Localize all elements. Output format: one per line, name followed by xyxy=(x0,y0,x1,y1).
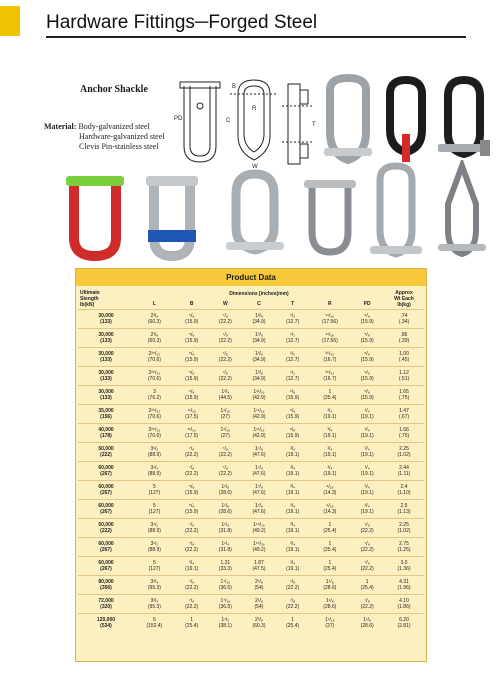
table-cell: ⁵/₈ (15.9) xyxy=(350,367,384,386)
table-cell: ⁷/₈ (22.2) xyxy=(208,329,242,348)
diagram-label-t: T xyxy=(312,122,316,128)
table-cell: 2.4 (1.10) xyxy=(384,481,424,500)
table-cell: ¹/₂ (12.7) xyxy=(276,348,310,367)
table-cell: 3³/₄ (95.3) xyxy=(134,576,175,595)
table-cell: 1⁷/₈ (47.6) xyxy=(242,462,276,481)
table-title: Product Data xyxy=(76,269,426,286)
strength-header: Ultimate Stength lb(kN) xyxy=(80,290,100,308)
table-cell: 1¹¹/₁₆ (42.9) xyxy=(242,424,276,443)
table-cell: 1¹⁵/₁₆ (49.2) xyxy=(242,519,276,538)
title-bar xyxy=(0,0,500,44)
weight-header: Approx Wt Each lb(kg) xyxy=(394,290,414,308)
table-cell: 60,000 (267) xyxy=(78,462,134,481)
table-cell: 1³/₈ (34.9) xyxy=(242,310,276,329)
table-cell: 1 (25.4) xyxy=(175,614,209,633)
table-cell: 1 (25.4) xyxy=(276,614,310,633)
table-cell: ⁵/₈ (15.9) xyxy=(175,481,209,500)
table-cell: 1¹¹/₁₆ (42.9) xyxy=(242,386,276,405)
table-row xyxy=(78,481,424,500)
column-header: T xyxy=(291,300,295,307)
table-cell: 1¹/₈ (28.6) xyxy=(350,614,384,633)
table-row xyxy=(78,519,424,538)
table-row xyxy=(78,443,424,462)
table-cell: 1¹/₄ (31.8) xyxy=(208,538,242,557)
table-cell: 2¹/₈ (54) xyxy=(242,576,276,595)
table-cell: 3.0 (1.36) xyxy=(384,557,424,576)
table-cell: ⁵/₈ (15.9) xyxy=(350,386,384,405)
table-cell: ⁷/₈ (22.2) xyxy=(175,576,209,595)
shackle-diagram xyxy=(170,76,320,170)
table-cell: 60,000 (267) xyxy=(78,557,134,576)
table-row xyxy=(78,595,424,614)
table-cell: ⁵/₈ (15.9) xyxy=(276,386,310,405)
table-cell: 40,000 (178) xyxy=(78,424,134,443)
table-cell: 5 (127) xyxy=(134,481,175,500)
table-cell: 3¹/₂ (88.9) xyxy=(134,538,175,557)
table-cell: ⁷/₈ (22.2) xyxy=(208,310,242,329)
table-cell: ³/₄ (19.1) xyxy=(276,538,310,557)
table-cell: 2.25 (1.02) xyxy=(384,519,424,538)
table-cell: 2²⁵/₃₂ (70.6) xyxy=(134,405,175,424)
shackle-photo-3 xyxy=(436,74,492,166)
table-cell: 1¹/₄ (31.8) xyxy=(208,519,242,538)
table-cell: ³/₄ (19.1) xyxy=(276,481,310,500)
table-cell: ¹/₂ (12.7) xyxy=(276,329,310,348)
table-cell: ³/₄ (19.1) xyxy=(276,519,310,538)
shackle-photo-9 xyxy=(432,160,492,264)
table-row xyxy=(78,576,424,595)
table-cell: 1¹/₁₆ (27) xyxy=(208,405,242,424)
table-cell: 3³/₄ (95.3) xyxy=(134,595,175,614)
table-cell: ³/₄ (19.1) xyxy=(276,557,310,576)
table-cell: .74 (.34) xyxy=(384,310,424,329)
table-cell: 1³/₄ (44.5) xyxy=(208,386,242,405)
table-row xyxy=(78,367,424,386)
table-cell: ³/₄ (19.1) xyxy=(350,500,384,519)
table-cell: ⁵/₈ (15.9) xyxy=(350,310,384,329)
column-header: B xyxy=(189,300,194,307)
table-cell: ³/₄ (19.1) xyxy=(175,557,209,576)
table-cell: 1.00 (.45) xyxy=(384,348,424,367)
table-cell: ³/₄ (19.1) xyxy=(309,424,350,443)
diagram-label-w: W xyxy=(252,164,258,170)
table-cell: ²¹/₃₂ (16.7) xyxy=(309,367,350,386)
table-cell: 1¹/₁₆ (27) xyxy=(309,614,350,633)
table-cell: ⁵/₈ (15.9) xyxy=(350,329,384,348)
table-cell: 30,000 (133) xyxy=(78,367,134,386)
table-cell: ⁷/₈ (22.2) xyxy=(175,595,209,614)
table-cell: 4.31 (1.96) xyxy=(384,576,424,595)
column-header: PD xyxy=(363,300,371,307)
table-cell: ⁵/₈ (15.9) xyxy=(350,348,384,367)
diagram-label-r: R xyxy=(252,106,257,112)
table-cell: 1³/₈ (34.9) xyxy=(242,329,276,348)
table-cell: 2.5 (1.13) xyxy=(384,500,424,519)
table-cell: ⁷/₈ (22.2) xyxy=(276,576,310,595)
table-cell: 3¹/₂ (88.9) xyxy=(134,462,175,481)
table-cell: ³/₄ (19.1) xyxy=(276,462,310,481)
table-cell: 5 (127) xyxy=(134,500,175,519)
column-header: R xyxy=(328,300,332,307)
table-cell: ⁷/₈ (22.2) xyxy=(175,462,209,481)
table-cell: 30,000 (133) xyxy=(78,329,134,348)
shackle-photo-8 xyxy=(366,160,426,264)
table-cell: 1⁷/₁₆ (36.5) xyxy=(208,595,242,614)
material-label: Material: xyxy=(44,122,77,131)
shackle-photo-1 xyxy=(320,74,376,166)
table-cell: 1¹/₁₆ (27) xyxy=(208,424,242,443)
table-cell: ¹¹/₁₆ (17.5) xyxy=(175,405,209,424)
table-cell: ⁷/₈ (22.2) xyxy=(350,595,384,614)
table-row xyxy=(78,614,424,633)
shackle-photo-6 xyxy=(222,168,288,264)
table-cell: 1⁷/₈ (47.6) xyxy=(242,500,276,519)
table-cell: ⁹/₁₆ (14.3) xyxy=(309,481,350,500)
table-cell: ⁵/₈ (15.9) xyxy=(276,424,310,443)
diagram-label-b: B xyxy=(232,84,237,90)
table-row xyxy=(78,386,424,405)
table-cell: 60,000 (267) xyxy=(78,481,134,500)
material-item: Hardware-galvanized steel xyxy=(79,132,165,141)
table-cell: ⁷/₈ (22.2) xyxy=(208,367,242,386)
table-cell: 1¹⁵/₁₆ (49.2) xyxy=(242,538,276,557)
table-row xyxy=(78,424,424,443)
table-cell: 1.65 (.75) xyxy=(384,386,424,405)
table-cell: ⁷/₈ (22.2) xyxy=(175,538,209,557)
table-cell: 120,000 (534) xyxy=(78,614,134,633)
table-cell: ²¹/₃₂ (16.7) xyxy=(309,348,350,367)
table-cell: ⁵/₈ (15.9) xyxy=(175,310,209,329)
table-cell: ⁹/₁₆ (14.3) xyxy=(309,500,350,519)
table-cell: 1¹¹/₁₆ (42.9) xyxy=(242,405,276,424)
table-cell: ³/₄ (19.1) xyxy=(309,462,350,481)
table-cell: .86 (.39) xyxy=(384,329,424,348)
table-cell: 1 (25.4) xyxy=(309,557,350,576)
table-row xyxy=(78,462,424,481)
table-cell: 1 (25.4) xyxy=(309,386,350,405)
table-cell: 1.31 (33.3) xyxy=(208,557,242,576)
table-row xyxy=(78,348,424,367)
table-cell: 2.75 (1.25) xyxy=(384,538,424,557)
table-cell: 1¹/₈ (28.6) xyxy=(208,500,242,519)
table-row xyxy=(78,557,424,576)
table-cell: 2.44 (1.11) xyxy=(384,462,424,481)
table-cell: 1³/₈ (34.9) xyxy=(242,367,276,386)
table-cell: 1.47 (.67) xyxy=(384,405,424,424)
table-cell: ⁷/₈ (22.2) xyxy=(276,595,310,614)
diagram-label-pd: PD xyxy=(174,116,183,122)
table-cell: ⁷/₈ (22.2) xyxy=(208,443,242,462)
table-cell: 1⁷/₈ (47.6) xyxy=(242,443,276,462)
column-header: W xyxy=(222,300,228,307)
table-cell: 1.66 (.75) xyxy=(384,424,424,443)
table-cell: 2.25 (1.02) xyxy=(384,443,424,462)
table-cell: 50,000 (222) xyxy=(78,519,134,538)
table-cell: 60,000 (267) xyxy=(78,500,134,519)
table-cell: 6.20 (2.81) xyxy=(384,614,424,633)
table-cell: 1⁷/₁₆ (36.5) xyxy=(208,576,242,595)
table-cell: ⁷/₈ (22.2) xyxy=(175,519,209,538)
table-cell: 3¹/₂ (88.9) xyxy=(134,443,175,462)
table-cell: ³/₄ (19.1) xyxy=(350,405,384,424)
table-cell: ¹¹/₁₆ (17.56) xyxy=(309,329,350,348)
table-cell: 1 (25.4) xyxy=(309,538,350,557)
table-cell: 1³/₈ (34.9) xyxy=(242,348,276,367)
shackle-photo-7 xyxy=(300,168,360,264)
table-cell: ³/₄ (19.1) xyxy=(276,443,310,462)
table-cell: 3 (76.2) xyxy=(134,386,175,405)
product-data-table xyxy=(75,268,427,662)
table-cell: 30,000 (133) xyxy=(78,386,134,405)
table-cell: 2²⁵/₃₂ (70.6) xyxy=(134,367,175,386)
table-cell: 1.87 (47.5) xyxy=(242,557,276,576)
table-cell: ³/₄ (19.1) xyxy=(350,481,384,500)
table-cell: ⁷/₈ (22.2) xyxy=(350,538,384,557)
table-cell: ¹/₂ (12.7) xyxy=(276,367,310,386)
material-block xyxy=(44,122,165,152)
table-cell: 50,000 (222) xyxy=(78,443,134,462)
table-cell: ¹¹/₁₆ (17.5) xyxy=(175,424,209,443)
material-item: Clevis Pin-stainless steel xyxy=(79,142,159,151)
title-underline xyxy=(46,36,466,38)
shackle-photo-4 xyxy=(60,168,130,264)
diagram-label-c: C xyxy=(226,118,231,124)
table-cell: 2³/₈ (60.3) xyxy=(134,329,175,348)
table-cell: 30,000 (133) xyxy=(78,348,134,367)
table-row xyxy=(78,310,424,329)
table-cell: 1 (25.4) xyxy=(309,519,350,538)
table-cell: ³/₄ (19.1) xyxy=(276,500,310,519)
table-cell: 2¹/₈ (54) xyxy=(242,595,276,614)
data-table xyxy=(78,289,424,632)
table-cell: 1¹/₈ (28.6) xyxy=(309,595,350,614)
table-cell: ¹/₂ (12.7) xyxy=(276,310,310,329)
table-row xyxy=(78,538,424,557)
shackle-photo-5 xyxy=(140,168,204,264)
table-cell: ⁷/₈ (22.2) xyxy=(350,557,384,576)
table-cell: ⁷/₈ (22.2) xyxy=(350,519,384,538)
table-cell: ³/₄ (19.1) xyxy=(350,443,384,462)
table-cell: ³/₄ (19.1) xyxy=(350,424,384,443)
table-cell: 3¹/₂ (88.9) xyxy=(134,519,175,538)
table-cell: 4.10 (1.86) xyxy=(384,595,424,614)
table-cell: 1¹/₈ (28.6) xyxy=(208,481,242,500)
table-cell: 1 (25.4) xyxy=(350,576,384,595)
table-cell: ⁷/₈ (22.2) xyxy=(208,348,242,367)
table-cell: ³/₄ (19.1) xyxy=(309,443,350,462)
dimensions-header: Dimensions [inches(mm) xyxy=(229,290,289,297)
table-cell: 35,000 (156) xyxy=(78,405,134,424)
table-cell: ⁵/₈ (15.9) xyxy=(175,329,209,348)
page-title: Hardware Fittings─Forged Steel xyxy=(46,12,318,33)
table-cell: 72,000 (320) xyxy=(78,595,134,614)
table-cell: 2²⁵/₃₂ (70.6) xyxy=(134,424,175,443)
table-cell: ¹¹/₁₆ (17.56) xyxy=(309,310,350,329)
table-cell: ⁵/₈ (15.9) xyxy=(175,386,209,405)
table-cell: ⁵/₈ (15.9) xyxy=(276,405,310,424)
table-cell: 5 (127) xyxy=(134,557,175,576)
table-cell: 1.12 (.51) xyxy=(384,367,424,386)
table-cell: ⁷/₈ (22.2) xyxy=(175,443,209,462)
table-cell: 6 (152.4) xyxy=(134,614,175,633)
table-cell: 2³/₈ (60.3) xyxy=(134,310,175,329)
table-cell: ⁵/₈ (15.9) xyxy=(175,348,209,367)
product-name: Anchor Shackle xyxy=(80,84,148,95)
table-cell: ⁵/₈ (15.9) xyxy=(175,500,209,519)
table-cell: ³/₄ (19.1) xyxy=(350,462,384,481)
table-cell: 1¹/₂ (38.1) xyxy=(208,614,242,633)
table-cell: 1⁷/₈ (47.6) xyxy=(242,481,276,500)
table-cell: 2³/₈ (60.3) xyxy=(242,614,276,633)
material-item: Body-galvanized steel xyxy=(78,122,150,131)
table-cell: ³/₄ (19.1) xyxy=(309,405,350,424)
accent-block xyxy=(0,6,20,36)
column-header: C xyxy=(257,300,261,307)
table-row xyxy=(78,405,424,424)
table-cell: 30,000 (133) xyxy=(78,310,134,329)
table-row xyxy=(78,500,424,519)
table-cell: 2²⁵/₃₂ (70.6) xyxy=(134,348,175,367)
shackle-photo-2 xyxy=(380,74,432,166)
table-cell: ⁵/₈ (15.9) xyxy=(175,367,209,386)
table-cell: 1¹/₈ (28.6) xyxy=(309,576,350,595)
column-header: L xyxy=(152,300,156,307)
table-row xyxy=(78,329,424,348)
table-cell: 80,000 (356) xyxy=(78,576,134,595)
table-cell: ⁷/₈ (22.2) xyxy=(208,462,242,481)
table-cell: 60,000 (267) xyxy=(78,538,134,557)
